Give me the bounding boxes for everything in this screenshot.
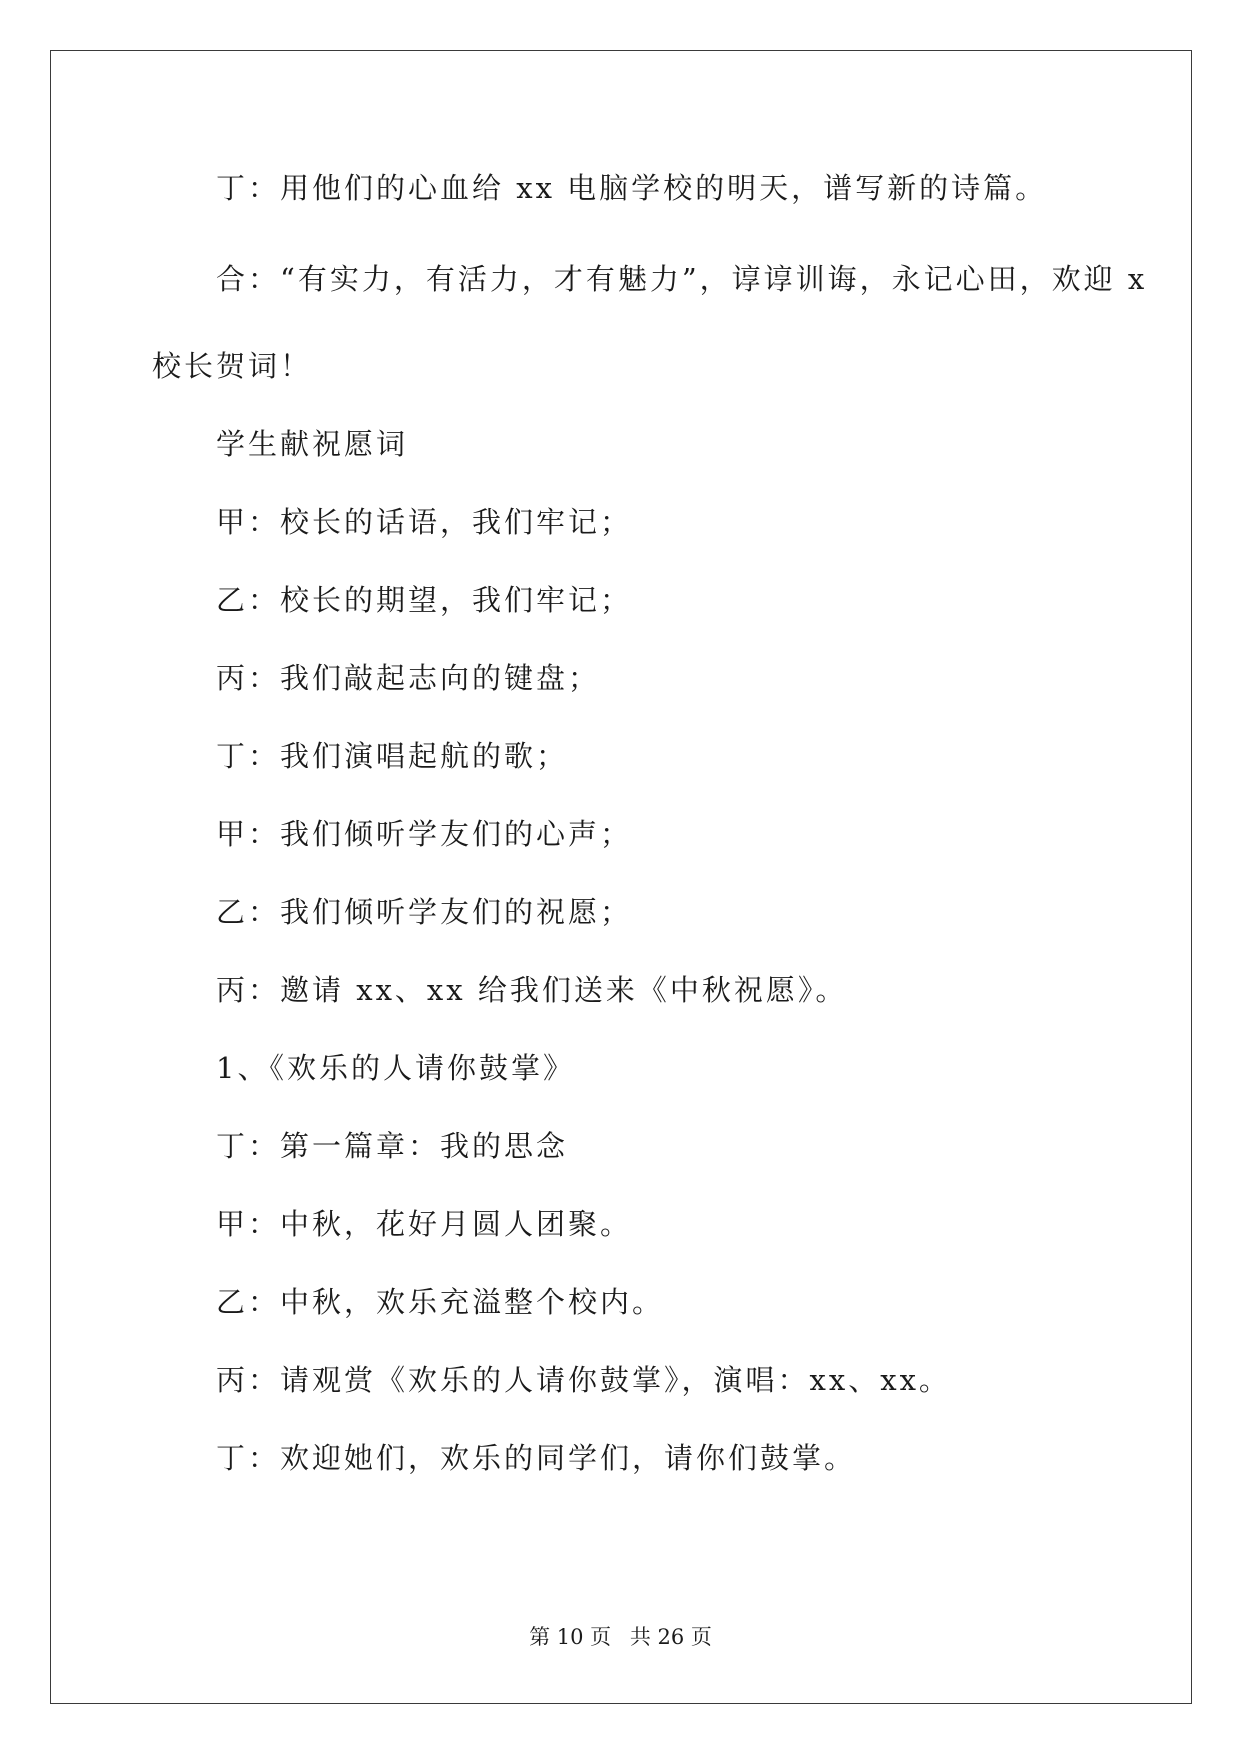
section-heading: 1、《欢乐的人请你鼓掌》 [216,1051,575,1085]
page-number: 第 10 页 [529,1625,612,1649]
paragraph: 丁：用他们的心血给 xx 电脑学校的明天，谱写新的诗篇。 [216,171,1048,205]
paragraph: 乙：中秋，欢乐充溢整个校内。 [216,1285,665,1319]
paragraph: 丁：第一篇章：我的思念 [216,1129,569,1163]
paragraph: 甲：我们倾听学友们的心声； [216,817,633,851]
paragraph: 丁：欢迎她们，欢乐的同学们，请你们鼓掌。 [216,1441,857,1475]
paragraph: 合：“有实力，有活力，才有魅力”，谆谆训诲，永记心田，欢迎 x [216,262,1148,296]
paragraph: 甲：中秋，花好月圆人团聚。 [216,1207,633,1241]
paragraph: 乙：校长的期望，我们牢记； [216,583,633,617]
page-footer [0,1621,1241,1651]
section-heading: 学生献祝愿词 [216,427,409,461]
page-total: 共 26 页 [629,1625,712,1649]
paragraph-continuation: 校长贺词！ [152,349,313,383]
paragraph: 丙：请观赏《欢乐的人请你鼓掌》，演唱：xx、xx。 [216,1363,951,1397]
paragraph: 丙：我们敲起志向的键盘； [216,661,601,695]
paragraph: 甲：校长的话语，我们牢记； [216,505,633,539]
paragraph: 乙：我们倾听学友们的祝愿； [216,895,633,929]
paragraph: 丙：邀请 xx、xx 给我们送来《中秋祝愿》。 [216,973,848,1007]
paragraph: 丁：我们演唱起航的歌； [216,739,569,773]
